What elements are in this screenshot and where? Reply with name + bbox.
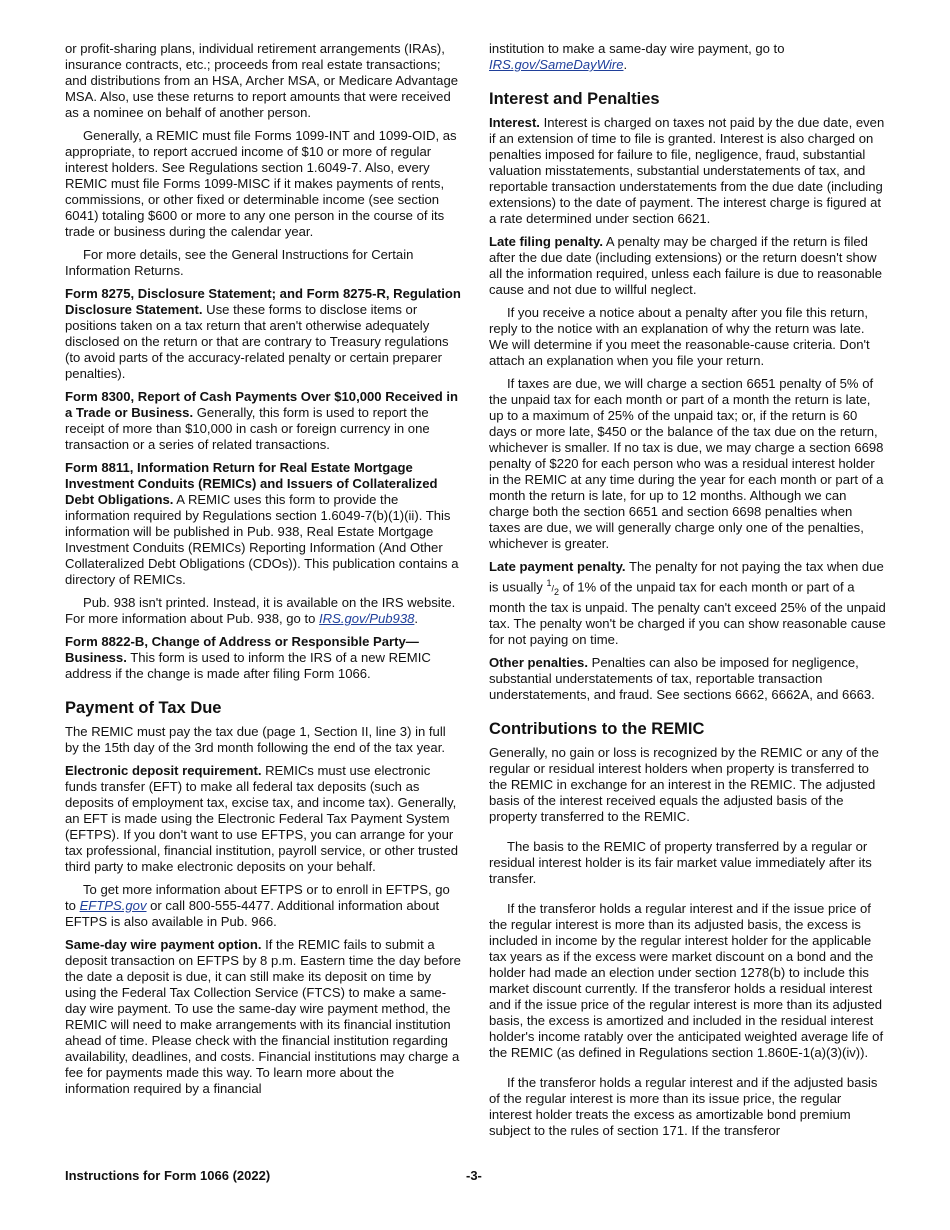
paragraph-text: or call 800-555-4477. Additional information about EFTPS is also available in Pub. 966. (65, 898, 440, 929)
pub938-link[interactable]: IRS.gov/Pub938 (319, 611, 415, 626)
form-8300-paragraph (65, 389, 462, 453)
eftps-link[interactable]: EFTPS.gov (79, 898, 147, 913)
same-day-wire-link[interactable]: IRS.gov/SameDayWire (489, 57, 624, 72)
continued-paragraph (489, 41, 886, 73)
interest-paragraph (489, 115, 886, 227)
left-column (65, 41, 462, 1104)
fraction-denominator: 2 (554, 586, 560, 597)
run-in-heading: Electronic deposit requirement. (65, 763, 262, 778)
paragraph: If the transferor holds a regular interest and if the adjusted basis of the regular interest is more than its issue price, the regular interest holder treats the excess as amortizable bond premium subject to the rules of section 171. If the transferor (489, 1074, 878, 1138)
paragraph-text: Generally, this form is used to report the receipt of more than $10,000 in cash or foreign currency in one transaction or a series of related transactions. (65, 405, 430, 452)
paragraph-text: A penalty may be charged if the return is filed after the due date (including extensions) or the return doesn't show all the information required, unless each failure is due to reasonable cause and not due to willful neglect. (489, 234, 883, 297)
paragraph-text: REMICs must use electronic funds transfer (EFT) to make all federal tax deposits (such as deposits of employment tax, excise tax, and income tax). Generally, an EFT is made using the Electronic Federal Tax Payment System (EFTPS). If you don't want to use EFTPS, you can arrange for your tax professional, financial institution, payroll service, or other trusted third party to make electronic deposits on your behalf. (65, 763, 459, 874)
paragraph-text: A REMIC uses this form to provide the information required by Regulations section 1.6049-7(b)(1)(ii). This information will be published in Pub. 938, Real Estate Mortgage Investment Conduits (REMICs) Reporting Information (And Other Collateralized Debt Obligations (CDOs)). This publication contains a directory of REMICs. (65, 492, 459, 587)
paragraph-text: institution to make a same-day wire payment, go to (489, 41, 785, 56)
paragraph: If the transferor holds a regular interest and if the issue price of the regular interest is more than its adjusted basis, the excess is included in income by the regular interest holder for the applicable tax years as if the excess were market discount on a bond and the holder had made an election under section 1278(b) to include this market discount currently. If the transferor holds a residual interest and if the issue price of the regular interest is more than its adjusted basis, the excess is amortized and included in the residual interest holder's income ratably over the anticipated weighted average life of the REMIC (as defined in Regulations section 1.860E-1(a)(3)(iv)). (489, 900, 884, 1060)
run-in-heading: Same-day wire payment option. (65, 937, 262, 952)
late-payment-paragraph: Late payment penalty. The penalty for not paying the tax when due is usually $^1/_2$ of 1% of the unpaid tax for each month or part of a month the tax is unpaid. The penalty can't exceed 25% of the unpaid tax. The penalty won't be charged if you can show reasonable cause for not paying on time. (489, 559, 886, 647)
fraction-numerator: 1 (546, 578, 552, 588)
same-day-wire-paragraph (65, 937, 462, 1097)
paragraph: If you receive a notice about a penalty after you file this return, reply to the notice with an explanation of why the return was late. We will determine if you meet the reasonable-cause criteria. Don't attach an explanation when you file your return. (489, 305, 870, 368)
right-column (489, 41, 886, 1146)
paragraph: or profit-sharing plans, individual retirement arrangements (IRAs), insurance contracts, etc.; proceeds from real estate transactions; and distributions from an HSA, Archer MSA, or Medicare Advantage MSA. Also, use these returns to report amounts that were received as a nominee on behalf of another person. (65, 41, 459, 120)
paragraph-text: The penalty for not paying the tax when due is usually (489, 559, 884, 595)
section-heading-payment: Payment of Tax Due (65, 699, 222, 717)
form-8275-paragraph (65, 286, 462, 382)
paragraph-text: of 1% of the unpaid tax for each month or part of a month the tax is unpaid. The penalty can't exceed 25% of the unpaid tax. The penalty won't be charged if you can show reasonable cause for not paying on time. (489, 579, 886, 647)
paragraph-text: . (414, 611, 419, 626)
paragraph: The basis to the REMIC of property transferred by a regular or residual interest holder is its fair market value immediately after its transfer. (489, 838, 872, 886)
section-heading-contributions: Contributions to the REMIC (489, 719, 705, 738)
run-in-heading: Interest. (489, 115, 540, 130)
other-penalties-paragraph (489, 655, 886, 703)
eftps-paragraph (65, 882, 462, 930)
run-in-heading: Form 8300, Report of Cash Payments Over $10,000 Received in a Trade or Business. (65, 389, 458, 420)
paragraph: If taxes are due, we will charge a section 6651 penalty of 5% of the unpaid tax for each month or part of a month the return is late, up to a maximum of 25% of the unpaid tax; or, if the return is 60 days or more late, $450 or the balance of the tax due on the return, whichever is smaller. If no tax is due, we may charge a section 6698 penalty of $220 for each person who was a residual interest holder in the REMIC at any time during the year for each month or part of a month the return is late, for up to 12 months. Although we can charge both the section 6651 and section 6698 penalties when taxes are due, we will generally charge only one of the penalties, whichever is greater. (489, 376, 884, 551)
pub-938-paragraph (65, 595, 462, 627)
page-number: -3- (466, 1168, 482, 1183)
run-in-heading: Form 8811, Information Return for Real Estate Mortgage Investment Conduits (REMICs) and Issuers of Collateralized Debt Obligations. (65, 460, 438, 507)
paragraph-text: Pub. 938 isn't printed. Instead, it is available on the IRS website. For more information about Pub. 938, go to (65, 595, 456, 626)
run-in-heading: Late payment penalty. (489, 559, 626, 574)
paragraph-text: Interest is charged on taxes not paid by the due date, even if an extension of time to file is granted. Interest is also charged on penalties imposed for failure to file, negligence, fraud, substantial valuation misstatements, substantial understatements of tax, and reportable transaction understatements from the due date (including extensions) to the date of payment. The interest charge is figured at a rate determined under section 6621. (489, 115, 885, 226)
form-8811-paragraph (65, 460, 462, 588)
late-filing-paragraph (489, 234, 886, 298)
paragraph-text: Penalties can also be imposed for negligence, substantial understatements of tax, reportable transaction understatements, and fraud. See sections 6662, 6662A, and 6663. (489, 654, 875, 702)
run-in-heading: Form 8822-B, Change of Address or Responsible Party—Business. (65, 634, 419, 665)
paragraph: The REMIC must pay the tax due (page 1, Section II, line 3) in full by the 15th day of the 3rd month following the end of the tax year. (65, 724, 446, 755)
paragraph: Generally, a REMIC must file Forms 1099-INT and 1099-OID, as appropriate, to report accrued income of $10 or more of regular interest holders. See Regulations section 1.6049-7. Also, every REMIC must file Forms 1099-MISC if it makes payments of rents, commissions, or other fixed or determinable income (see section 6041) totaling $600 or more to any one person in the course of its trade or business during the calendar year. (65, 128, 457, 239)
run-in-heading: Late filing penalty. (489, 234, 603, 249)
run-in-heading: Other penalties. (489, 654, 588, 670)
footer-doc-title: Instructions for Form 1066 (2022) (65, 1168, 271, 1183)
paragraph-text: If the REMIC fails to submit a deposit transaction on EFTPS by 8 p.m. Eastern time the day before the date a deposit is due, it can still make its deposit on time by using the Federal Tax Collection Service (FTCS) to make a same-day wire payment. To use the same-day wire payment method, the REMIC will need to make arrangements with its financial institution ahead of time. Please check with the financial institution regarding availability, deadlines, and costs. Financial institutions may charge a fee for payments made this way. To learn more about the information required by a financial (65, 937, 461, 1096)
section-heading-interest: Interest and Penalties (489, 90, 660, 108)
paragraph-text: To get more information about EFTPS or to enroll in EFTPS, go to (65, 882, 450, 913)
paragraph-text: . (623, 57, 628, 72)
paragraph: Generally, no gain or loss is recognized by the REMIC or any of the regular or residual interest holders when property is transferred to the REMIC in exchange for an interest in the REMIC. The adjusted basis of the interest received equals the adjusted basis of the property transferred to the REMIC. (489, 744, 879, 824)
form-8822-paragraph (65, 634, 462, 682)
paragraph-text: This form is used to inform the IRS of a new REMIC address if the change is made after filing Form 1066. (65, 650, 431, 681)
paragraph: For more details, see the General Instructions for Certain Information Returns. (65, 247, 414, 278)
paragraph-text: Use these forms to disclose items or positions taken on a tax return that aren't otherwise adequately disclosed on the return or that are contrary to Treasury regulations (to avoid parts of the accuracy-related penalty or certain preparer penalties). (65, 302, 449, 381)
electronic-deposit-paragraph (65, 763, 462, 875)
run-in-heading: Form 8275, Disclosure Statement; and Form 8275-R, Regulation Disclosure Statement. (65, 286, 461, 317)
